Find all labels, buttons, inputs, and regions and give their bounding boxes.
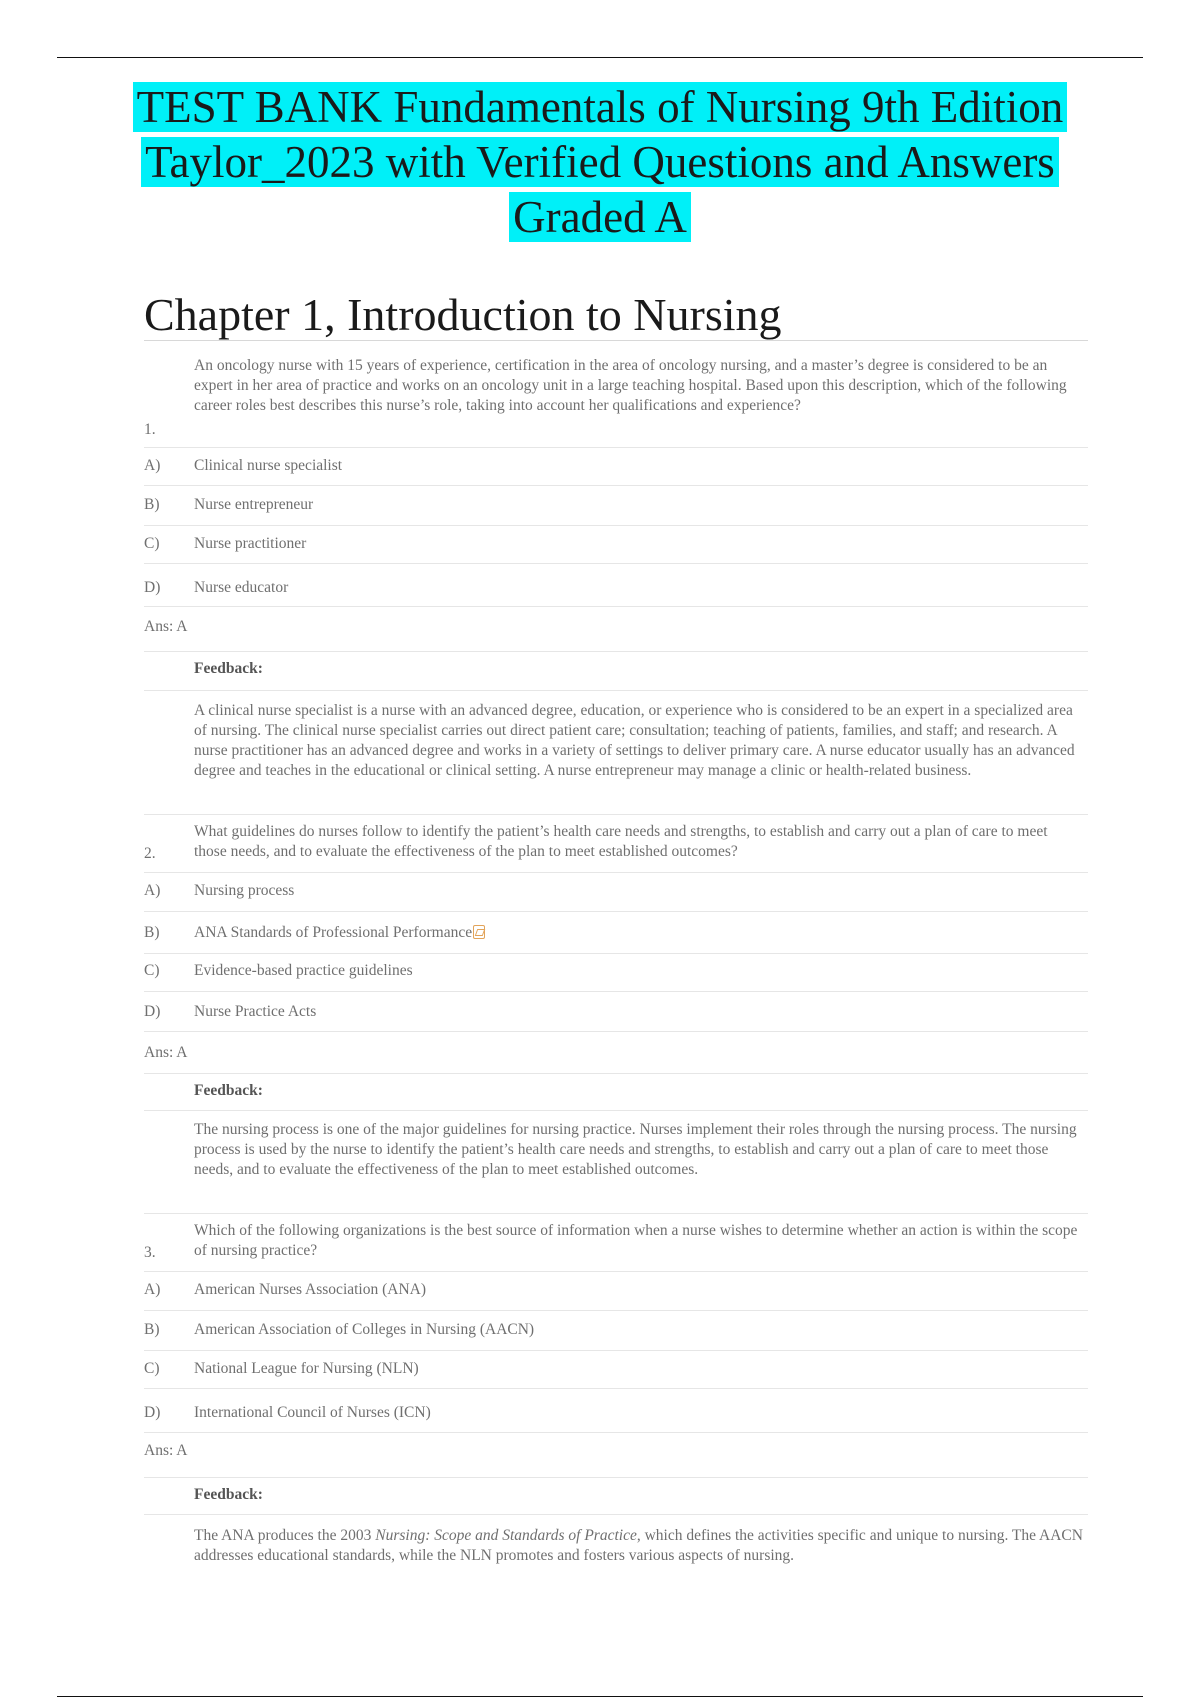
option-text: American Nurses Association (ANA) [194, 1281, 427, 1298]
option-text: International Council of Nurses (ICN) [194, 1404, 431, 1421]
option-text: Nurse Practice Acts [194, 1003, 317, 1020]
separator [144, 872, 1088, 873]
separator [144, 1031, 1088, 1032]
option-text: Nursing process [194, 882, 295, 899]
option-text: Clinical nurse specialist [194, 457, 343, 474]
top-rule [57, 57, 1143, 58]
option-text: Nurse educator [194, 579, 289, 596]
separator [144, 1514, 1088, 1515]
separator [144, 1350, 1088, 1351]
option-letter: C) [144, 962, 160, 979]
chapter-rule [144, 340, 1088, 341]
feedback-label-text: Feedback: [194, 660, 263, 677]
option-text [194, 923, 1084, 943]
option-text: National League for Nursing (NLN) [194, 1360, 419, 1377]
option-letter: A) [144, 1281, 161, 1298]
question-stem: Which of the following organizations is the best source of information when a nurse wishes to determine whether an action is within the scope of nursing practice? [194, 1222, 1078, 1259]
option-text: Nurse entrepreneur [194, 496, 314, 513]
answer-text: Ans: A [144, 618, 188, 635]
option-text-value: ANA Standards of Professional Performance [194, 924, 473, 941]
question-number: 1. [144, 421, 156, 438]
separator [144, 1110, 1088, 1111]
feedback-text-end: , which defines the activities specific and unique to nursing. The AACN addresses educational standards, while the NLN promotes and fosters various aspects of nursing. [194, 1527, 1083, 1564]
separator [144, 1388, 1088, 1389]
option-letter: D) [144, 1003, 161, 1020]
separator [144, 606, 1088, 607]
option-letter: A) [144, 457, 161, 474]
option-letter: C) [144, 535, 160, 552]
separator [144, 690, 1088, 691]
question-number: 3. [144, 1244, 156, 1261]
question-stem: An oncology nurse with 15 years of experience, certification in the area of oncology nursing, and a master’s degree is considered to be an expert in her area of practice and works on an oncology unit in a large teaching hospital. Based upon this description, which of the following career roles best describes this nurse’s role, taking into account her qualifications and experience? [194, 357, 1067, 414]
feedback-text-start: The ANA produces the 2003 [194, 1527, 376, 1544]
feedback-text: The nursing process is one of the major guidelines for nursing practice. Nurses implement their roles through the nursing process. The nursing process is used by the nurse to identify the patient’s health care needs and strengths, to establish and carry out a plan of care to meet those needs, and to evaluate the effectiveness of the plan to meet established outcomes. [194, 1121, 1077, 1178]
separator [144, 1310, 1088, 1311]
separator [144, 1477, 1088, 1478]
comment-flag-icon [473, 925, 485, 939]
separator [144, 991, 1088, 992]
title-line-2: Taylor_2023 with Verified Questions and Answers [141, 137, 1059, 187]
separator [144, 447, 1088, 448]
answer-text: Ans: A [144, 1442, 188, 1459]
separator [144, 1073, 1088, 1074]
feedback-label-text: Feedback: [194, 1082, 263, 1099]
option-letter: A) [144, 882, 161, 899]
option-letter: D) [144, 579, 161, 596]
separator [144, 485, 1088, 486]
bottom-rule [57, 1696, 1143, 1697]
option-text: Evidence-based practice guidelines [194, 962, 413, 979]
separator [144, 1213, 1088, 1214]
question-number: 2. [144, 845, 156, 862]
separator [144, 651, 1088, 652]
separator [144, 953, 1088, 954]
question-stem: What guidelines do nurses follow to identify the patient’s health care needs and strengths, to establish and carry out a plan of care to meet those needs, and to evaluate the effectiveness of the plan to meet established outcomes? [194, 823, 1048, 860]
question-3 [144, 1221, 1088, 1265]
option-text: American Association of Colleges in Nursing (AACN) [194, 1321, 535, 1338]
option-letter: B) [144, 924, 160, 941]
option-letter: C) [144, 1360, 160, 1377]
feedback-text: A clinical nurse specialist is a nurse with an advanced degree, education, or experience who is considered to be an expert in a specialized area of nursing. The clinical nurse specialist carries out direct patient care; consultation; teaching of patients, families, and staff; and research. A nurse practitioner has an advanced degree and works in a variety of settings to deliver primary care. A nurse educator usually has an advanced degree and teaches in the educational or clinical setting. A nurse entrepreneur may manage a clinic or health-related business. [194, 702, 1075, 779]
answer-text: Ans: A [144, 1044, 188, 1061]
title-line-3: Graded A [509, 192, 691, 242]
publication-title: Nursing: Scope and Standards of Practice [375, 1527, 637, 1544]
option-letter: B) [144, 496, 160, 513]
separator [144, 911, 1088, 912]
feedback-text [194, 1526, 1084, 1566]
option-letter: D) [144, 1404, 161, 1421]
question-1 [144, 356, 1088, 440]
option-text: Nurse practitioner [194, 535, 307, 552]
separator [144, 1432, 1088, 1433]
separator [144, 1271, 1088, 1272]
title-line-1: TEST BANK Fundamentals of Nursing 9th Edition [133, 82, 1068, 132]
separator [144, 563, 1088, 564]
separator [144, 525, 1088, 526]
feedback-label-text: Feedback: [194, 1486, 263, 1503]
question-2 [144, 822, 1088, 866]
document-title [120, 80, 1080, 245]
chapter-title: Chapter 1, Introduction to Nursing [144, 289, 782, 340]
option-letter: B) [144, 1321, 160, 1338]
separator [144, 814, 1088, 815]
